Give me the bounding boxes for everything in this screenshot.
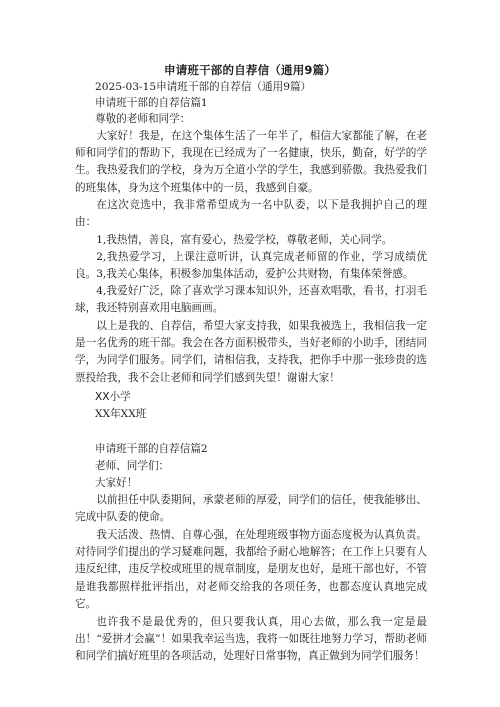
article1-paragraph-3: 以上是我的、自荐信，希望大家支持我，如果我被选上，我相信我一定是一名优秀的班干部。我会在各方面积极带头，当好老师的小助手，团结同学，为同学们服务。同学们，请相信我，支持我，把你手中那一张珍贵的选票投给我，我不会让老师和同学们感到失望！谢谢大家！ xyxy=(75,320,427,384)
article1-list-item: 1,我热情，善良，富有爱心，热爱学校，尊敬老师，关心同学。 xyxy=(96,234,393,246)
article2-paragraph-3: 也许我不是最优秀的，但只要我认真，用心去做，那么我一定是最出！“爱拼才会赢”！如果我幸运当选，我将一如既往地努力学习，帮助老师和同学们搞好班里的各项活动，处理好日常事物，真正做到为同学们服务！ xyxy=(75,616,427,663)
article1-salutation: 尊敬的老师和同学： xyxy=(95,113,191,125)
article2-paragraph-2: 我天活泼、热情、自尊心强，在处理班级事物方面态度极为认真负责。对待同学们提出的学习疑难问题，我都给予耐心地解答；在工作上只要有人违反纪律，违反学校或班里的规章制度，是朋友也好，是班干部也好，不管是谁我都照样批评指出，对老师交给我的各项任务，也都态度认真地完成它。 xyxy=(75,529,427,610)
meta-line: 2025-03-15申请班干部的自荐信（通用9篇） xyxy=(95,81,312,93)
article1-paragraph-1: 大家好！我是，在这个集体生活了一年半了，相信大家都能了解，在老师和同学们的帮助下，我现在已经成为了一名健康，快乐，勤奋，好学的学生。我热爱我们的学校，身为万全道小学的学生，我感到骄傲。我热爱我们的班集体，身为这个班集体中的一员，我感到自豪。 xyxy=(75,130,427,194)
article2-salutation: 老师、同学们： xyxy=(95,460,170,472)
article2-paragraph-1: 以前担任中队委期间，承蒙老师的厚爱，同学们的信任，使我能够出、完成中队委的使命。 xyxy=(75,494,427,524)
article1-list-item: 4,我爱好广泛，除了喜欢学习课本知识外，还喜欢唱歌，看书，打羽毛球，我还特别喜欢用电脑画画。 xyxy=(75,285,427,315)
class-signature: XX年XX班 xyxy=(95,408,147,420)
article1-heading: 申请班干部的自荐信篇1 xyxy=(95,97,208,109)
article1-list-item: 3,我关心集体，积极参加集体活动，爱护公共财物，有集体荣誉感。 xyxy=(96,268,414,280)
article1-paragraph-2: 在这次竞选中，我非常希望成为一名中队委，以下是我拥护自己的理由： xyxy=(75,199,427,229)
article1-list-item: 2,我热爱学习，上课注意听讲，认真完成老师留的作业，学习成绩优良。 xyxy=(75,251,427,281)
document-title: 申请班干部的自荐信（通用9篇） xyxy=(164,63,336,77)
article2-greeting: 大家好！ xyxy=(95,477,138,489)
article2-heading: 申请班干部的自荐信篇2 xyxy=(95,443,208,455)
school-signature: XX小学 xyxy=(95,391,131,403)
